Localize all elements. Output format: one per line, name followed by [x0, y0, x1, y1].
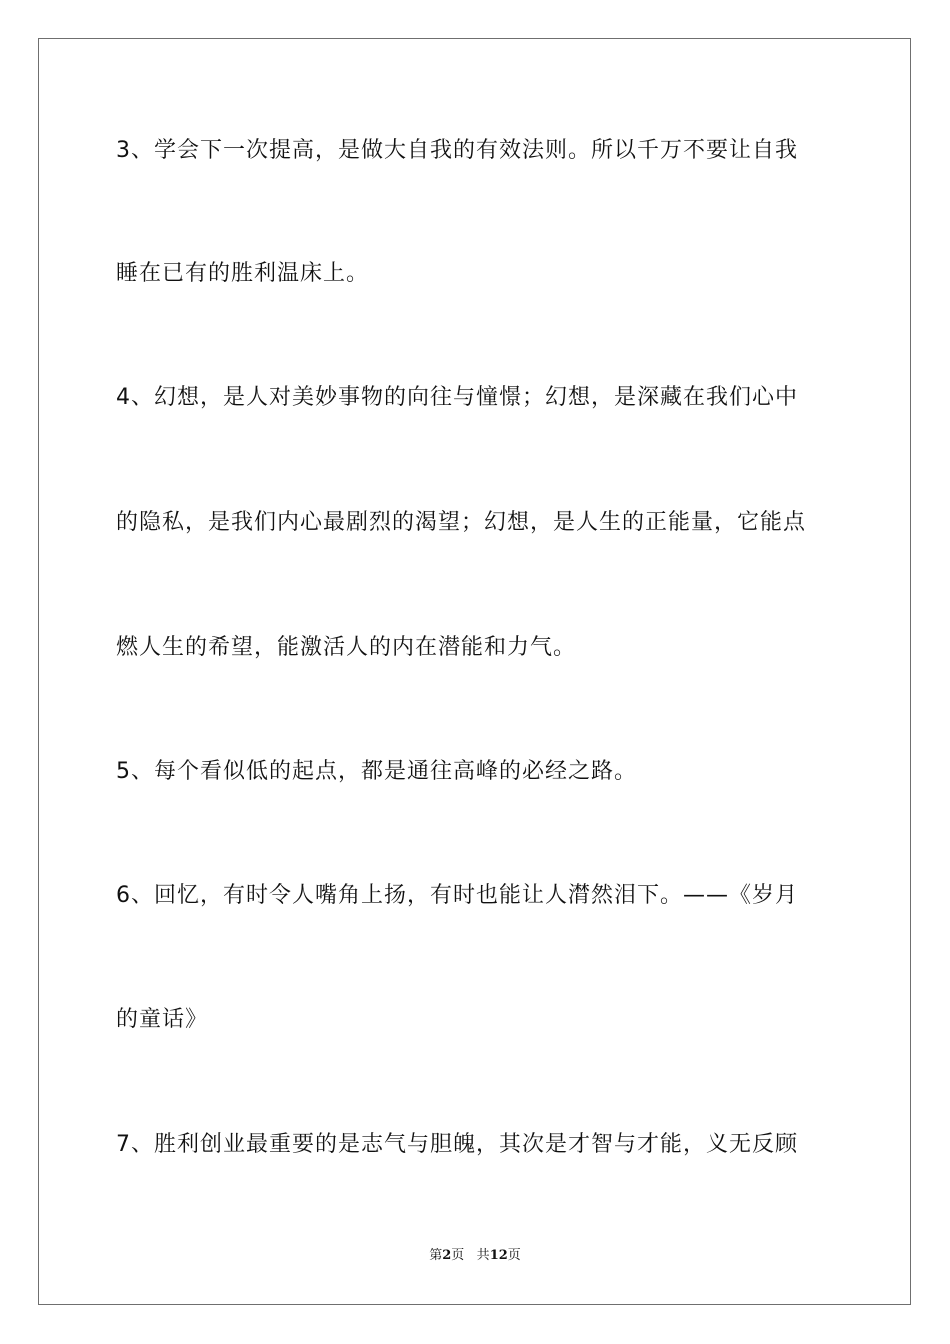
page-footer: [0, 1247, 950, 1265]
current-page-number: 2: [442, 1248, 452, 1263]
paragraph-4-line-3: 燃人生的希望，能激活人的内在潜能和力气。: [116, 635, 577, 660]
paragraph-4-line-2: 的隐私，是我们内心最剧烈的渴望；幻想，是人生的正能量，它能点: [116, 510, 807, 535]
paragraph-3-line-2: 睡在已有的胜利温床上。: [116, 261, 370, 286]
total-label-suffix: 页: [507, 1248, 521, 1263]
paragraph-4-line-1: 4、幻想，是人对美妙事物的向往与憧憬；幻想，是深藏在我们心中: [116, 385, 798, 410]
paragraph-6-line-2: 的童话》: [116, 1007, 209, 1032]
total-page-number: 12: [489, 1248, 508, 1263]
total-label-prefix: 共: [476, 1248, 490, 1263]
paragraph-6-line-1: 6、回忆，有时令人嘴角上扬，有时也能让人潸然泪下。——《岁月: [116, 883, 798, 908]
page-border: [38, 38, 911, 1305]
paragraph-3-line-1: 3、学会下一次提高，是做大自我的有效法则。所以千万不要让自我: [116, 138, 798, 163]
page-label-suffix: 页: [451, 1248, 465, 1263]
page-label-prefix: 第: [429, 1248, 443, 1263]
paragraph-7-line-1: 7、胜利创业最重要的是志气与胆魄，其次是才智与才能，义无反顾: [116, 1132, 798, 1157]
paragraph-5-line-1: 5、每个看似低的起点，都是通往高峰的必经之路。: [116, 759, 637, 784]
